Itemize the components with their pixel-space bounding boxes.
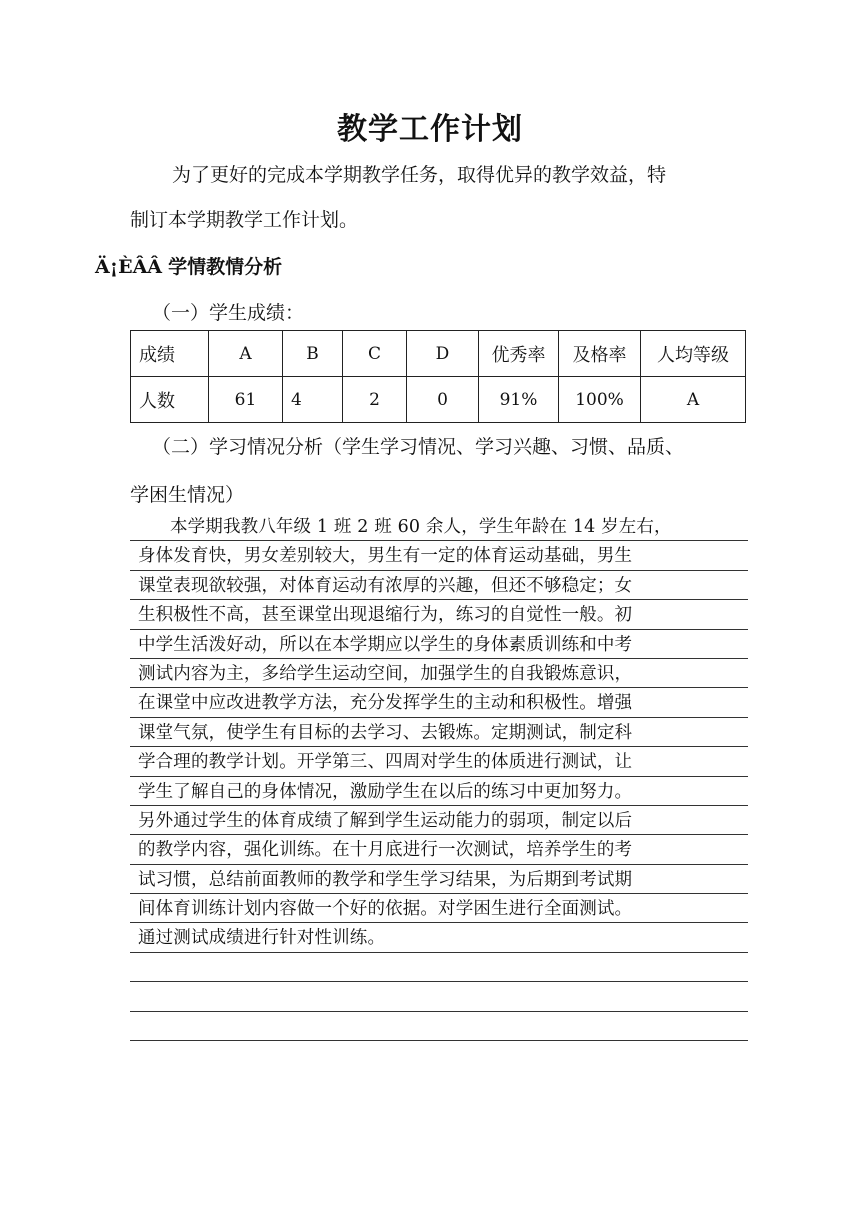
analysis-line: 学合理的教学计划。开学第三、四周对学生的体质进行测试，让: [130, 747, 748, 776]
table-cell: A: [641, 377, 746, 423]
table-cell: 及格率: [559, 331, 641, 377]
analysis-line: 课堂表现欲较强，对体育运动有浓厚的兴趣，但还不够稳定；女: [130, 571, 748, 600]
section-heading-analysis: [95, 252, 282, 279]
analysis-line: 中学生活泼好动，所以在本学期应以学生的身体素质训练和中考: [130, 630, 748, 659]
scores-table: [130, 330, 746, 423]
analysis-line: 间体育训练计划内容做一个好的依据。对学困生进行全面测试。: [130, 894, 748, 923]
analysis-line: 本学期我教八年级 1 班 2 班 60 余人，学生年龄在 14 岁左右，: [130, 512, 748, 541]
table-cell: 成绩: [131, 331, 209, 377]
analysis-line: 课堂气氛，使学生有目标的去学习、去锻炼。定期测试，制定科: [130, 718, 748, 747]
table-cell: 人均等级: [641, 331, 746, 377]
analysis-line: 在课堂中应改进教学方法，充分发挥学生的主动和积极性。增强: [130, 688, 748, 717]
analysis-lined-text: [130, 512, 748, 1041]
table-cell: 优秀率: [479, 331, 559, 377]
analysis-line: 试习惯，总结前面教师的教学和学生学习结果，为后期到考试期: [130, 865, 748, 894]
table-cell: 2: [343, 377, 407, 423]
table-cell: 4: [283, 377, 343, 423]
analysis-line: 测试内容为主，多给学生运动空间，加强学生的自我锻炼意识，: [130, 659, 748, 688]
intro-paragraph-line-1: 为了更好的完成本学期教学任务，取得优异的教学效益，特: [172, 164, 667, 186]
intro-paragraph-line-2: 制订本学期教学工作计划。: [130, 209, 359, 231]
analysis-line: 的教学内容，强化训练。在十月底进行一次测试，培养学生的考: [130, 835, 748, 864]
subsection-scores-heading: （一）学生成绩：: [152, 302, 305, 324]
section-heading-text: 学情教情分析: [168, 256, 283, 278]
subsection-learning-heading-cont: 学困生情况）: [130, 484, 245, 506]
table-cell: B: [283, 331, 343, 377]
table-cell: 91%: [479, 377, 559, 423]
table-cell: 61: [209, 377, 283, 423]
analysis-line: [130, 953, 748, 982]
analysis-line: 另外通过学生的体育成绩了解到学生运动能力的弱项，制定以后: [130, 806, 748, 835]
table-header-row: [131, 331, 746, 377]
analysis-line: 通过测试成绩进行针对性训练。: [130, 923, 748, 952]
analysis-line: [130, 1012, 748, 1041]
table-row: [131, 377, 746, 423]
table-cell: C: [343, 331, 407, 377]
table-cell: 0: [407, 377, 479, 423]
table-cell: 人数: [131, 377, 209, 423]
analysis-line: [130, 982, 748, 1011]
section-number-garbled: Ä¡ÈÂÂ: [95, 256, 163, 278]
table-cell: D: [407, 331, 479, 377]
analysis-line: 学生了解自己的身体情况，激励学生在以后的练习中更加努力。: [130, 777, 748, 806]
analysis-line: 生积极性不高，甚至课堂出现退缩行为，练习的自觉性一般。初: [130, 600, 748, 629]
table-cell: A: [209, 331, 283, 377]
analysis-line: 身体发育快，男女差别较大，男生有一定的体育运动基础，男生: [130, 541, 748, 570]
document-title: 教学工作计划: [337, 112, 523, 147]
subsection-learning-heading: （二）学习情况分析（学生学习情况、学习兴趣、习惯、品质、: [152, 436, 685, 458]
table-cell: 100%: [559, 377, 641, 423]
